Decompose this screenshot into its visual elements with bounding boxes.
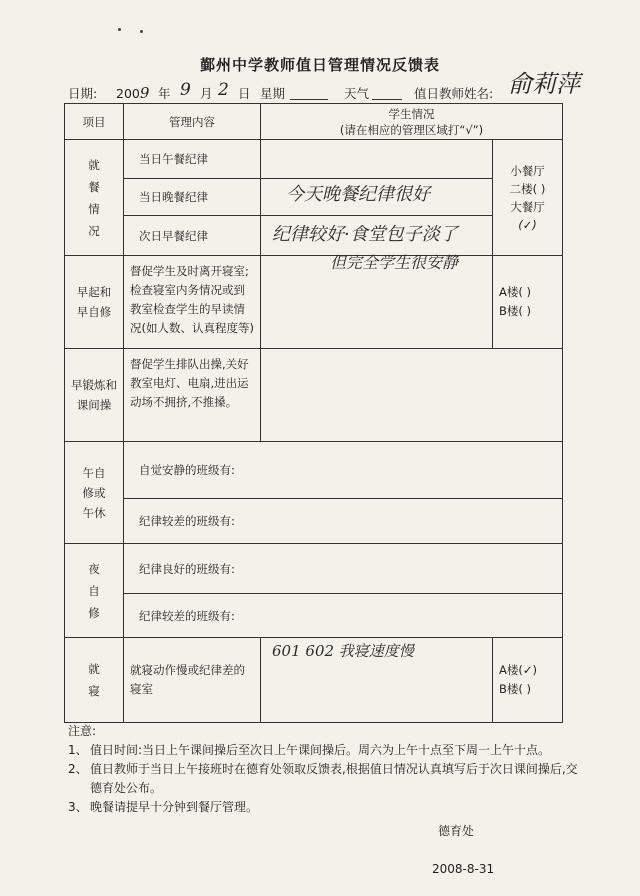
weekday-label: 星期	[260, 86, 286, 101]
status-hint: (请在相应的管理区域打“√”)	[339, 122, 484, 137]
date-label: 日期:	[68, 86, 98, 101]
noon-poor-label[interactable]: 纪律较差的班级有:	[124, 499, 563, 544]
exercise-content: 督促学生排队出操,关好教室电灯、电扇,进出运动场不拥挤,不推搡。	[124, 349, 261, 442]
dining-option-large: 大餐厅	[510, 199, 545, 214]
month-handwritten: 9	[180, 80, 191, 100]
dining-handwriting-1: 今天晚餐纪律很好	[286, 184, 430, 205]
teacher-signature: 俞莉萍	[508, 70, 580, 98]
evening-label-cell	[65, 544, 124, 638]
teacher-label: 值日教师姓名:	[414, 86, 494, 101]
year-handwritten: 9	[139, 84, 150, 102]
dining-option-check: (✓)	[518, 217, 537, 232]
month-suffix: 月	[200, 86, 213, 101]
dining-dinner-label: 当日晚餐纪律	[124, 179, 261, 216]
dining-option-small: 小餐厅	[510, 163, 545, 178]
note-text: 值日教师于当日上午接班时在德育处领取反馈表,根据值日情况认真填写后于次日课间操后,交德育处公布。	[90, 762, 578, 795]
scan-speck	[118, 28, 121, 31]
note-number: 2、	[68, 762, 88, 776]
weekday-blank	[290, 84, 328, 100]
morning-row	[65, 256, 563, 349]
note-item	[68, 798, 588, 817]
noon-row-poor	[65, 499, 563, 544]
dining-label: 就餐情况	[88, 157, 100, 238]
day-suffix: 日	[238, 86, 251, 101]
year-suffix: 年	[158, 86, 171, 101]
notes-section	[68, 722, 588, 817]
note-number: 3、	[68, 800, 88, 814]
evening-row-poor	[65, 594, 563, 638]
note-item	[68, 760, 588, 798]
dining-options-cell[interactable]	[493, 140, 563, 256]
dining-lunch-status[interactable]	[261, 140, 493, 179]
dining-lunch-label: 当日午餐纪律	[124, 140, 261, 179]
sleep-label: 就寝	[88, 662, 100, 698]
dining-option-floor2: 二楼( )	[509, 181, 546, 196]
evening-poor-label[interactable]: 纪律较差的班级有:	[124, 594, 563, 638]
note-number: 1、	[68, 743, 88, 757]
exercise-label: 早锻炼和课间操	[65, 349, 124, 442]
evening-label: 夜自修	[88, 561, 100, 620]
sleep-handwriting: 601 602 我寝速度慢	[272, 642, 414, 660]
footer-date: 2008-8-31	[432, 862, 495, 876]
sleep-label-cell	[65, 638, 124, 723]
year-prefix: 200	[116, 86, 140, 101]
day-handwritten: 2	[218, 80, 229, 100]
content-header: 管理内容	[124, 104, 261, 140]
weather-label: 天气	[344, 86, 370, 101]
exercise-row	[65, 349, 563, 442]
scan-speck	[140, 30, 143, 33]
form-title: 鄞州中学教师值日管理情况反馈表	[199, 56, 440, 74]
table-header-row	[65, 104, 563, 140]
note-text: 值日时间:当日上午课间操后至次日上午课间操后。周六为上午十点至下周一上午十点。	[90, 743, 551, 757]
dining-handwriting-2: 纪律较好·食堂包子淡了	[272, 224, 458, 245]
sleep-options-cell[interactable]	[493, 638, 563, 723]
evening-good-label[interactable]: 纪律良好的班级有:	[124, 544, 563, 594]
project-header: 项目	[65, 104, 124, 140]
dining-label-cell	[65, 140, 124, 256]
notes-heading: 注意:	[68, 724, 97, 738]
noon-row-quiet	[65, 442, 563, 499]
year-field	[116, 84, 149, 102]
status-header	[261, 104, 563, 140]
exercise-status[interactable]	[261, 349, 563, 442]
evening-row-good	[65, 544, 563, 594]
footer-dept: 德育处	[438, 824, 475, 838]
morning-label: 早起和早自修	[65, 256, 124, 349]
dining-row-lunch	[65, 140, 563, 179]
sleep-option-b: B楼( )	[499, 682, 532, 696]
sleep-content: 就寝动作慢或纪律差的寝室	[124, 638, 261, 723]
note-item	[68, 741, 588, 760]
note-text: 晚餐请提早十分钟到餐厅管理。	[90, 800, 259, 814]
noon-label: 午自修或午休	[65, 442, 124, 544]
morning-content: 督促学生及时离开寝室;检查寝室内务情况或到教室检查学生的早读情况(如人数、认真程度等)	[124, 256, 261, 349]
sleep-option-a: A楼(✓)	[499, 663, 537, 677]
dining-handwriting-3: 但完全学生很安静	[330, 253, 459, 272]
noon-quiet-label[interactable]: 自觉安静的班级有:	[124, 442, 563, 499]
morning-option-a: A楼( )	[499, 285, 531, 299]
status-title: 学生情况	[388, 106, 435, 121]
weather-blank	[372, 84, 402, 100]
morning-options-cell[interactable]	[493, 256, 563, 349]
morning-option-b: B楼( )	[499, 304, 532, 318]
dining-breakfast-label: 次日早餐纪律	[124, 216, 261, 256]
